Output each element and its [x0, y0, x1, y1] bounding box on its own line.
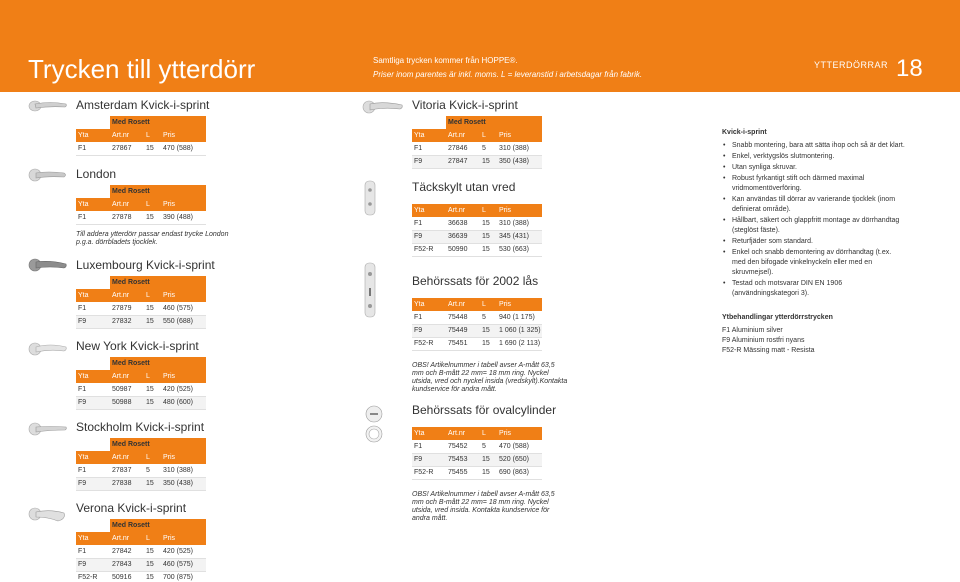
col-yta: Yta [76, 129, 110, 142]
table-cell: F1 [412, 142, 446, 155]
table-cell: 470 (588) [497, 440, 542, 453]
price-table [76, 438, 206, 491]
product-stockholm [76, 420, 206, 491]
table-cell: F52-R [412, 243, 446, 256]
table-cell: 700 (875) [161, 571, 206, 582]
product-title: Vitoria Kvick-i-sprint [412, 98, 518, 112]
table-cell: 15 [144, 142, 161, 155]
list-item: • Hållbart, säkert och glappfritt montage av dörrhandtag (steglöst fäste). [722, 216, 942, 236]
table-cell: Art.nr [446, 427, 480, 440]
table-row [412, 466, 542, 479]
table-cell: 690 (863) [497, 466, 542, 479]
table-cell: 550 (688) [161, 315, 206, 328]
table-cell: 310 (388) [497, 217, 542, 230]
table-row [76, 315, 206, 328]
table-cell: Pris [497, 129, 542, 142]
table-cell: Yta [412, 298, 446, 311]
table-cell: Art.nr [110, 289, 144, 302]
table-cell: 75448 [446, 311, 480, 324]
newyork-handle-icon [28, 340, 68, 356]
table-cell: 50916 [110, 571, 144, 582]
table-cell: 5 [480, 311, 497, 324]
table-cell: 75451 [446, 337, 480, 350]
list-item: • Utan synliga skruvar. [722, 163, 942, 173]
table-cell: F9 [412, 155, 446, 168]
section-label: YTTERDÖRRAR [814, 60, 889, 70]
table-cell: 15 [480, 243, 497, 256]
page-title: Trycken till ytterdörr [28, 54, 256, 84]
table-cell: 1 060 (1 325) [497, 324, 542, 337]
table-cell: 520 (650) [497, 453, 542, 466]
table-cell: 420 (525) [161, 545, 206, 558]
table-cell [76, 185, 110, 198]
table-cell: Yta [76, 451, 110, 464]
table-cell: 310 (388) [161, 464, 206, 477]
table-cell: Yta [76, 532, 110, 545]
table-cell: F9 [76, 315, 110, 328]
table-cell [76, 116, 110, 129]
rosett-header: Med Rosett [110, 116, 206, 129]
table-cell: 15 [144, 571, 161, 582]
london-note: Till addera ytterdörr passar endast trycke London p.g.a. dörrbladets tjocklek. [76, 231, 229, 246]
col-pris: Pris [161, 129, 206, 142]
price-table [412, 116, 542, 169]
list-item: • Kan användas till dörrar av varierande tjocklek (inom definierat område). [722, 195, 942, 215]
table-cell: 310 (388) [497, 142, 542, 155]
table-cell: 27867 [110, 142, 144, 155]
product-vitoria [412, 98, 542, 169]
oval-rosette-icon [364, 404, 384, 444]
table-cell: 15 [480, 217, 497, 230]
list-item: • Testad och motsvarar DIN EN 1906 (användningskategori 3). [722, 279, 942, 299]
table-row [76, 383, 206, 396]
table-cell: F1 [76, 383, 110, 396]
table-cell: L [144, 198, 161, 211]
stockholm-handle-icon [28, 420, 68, 436]
list-item: • Enkel, verktygslös slutmontering. [722, 152, 942, 162]
price-table [412, 298, 542, 351]
table-cell [76, 276, 110, 289]
table-row [412, 311, 542, 324]
table-cell: Yta [412, 427, 446, 440]
table-cell: 15 [144, 315, 161, 328]
product-tackskylt [412, 180, 542, 257]
table-row [412, 453, 542, 466]
table-row [76, 571, 206, 582]
table-cell: Yta [412, 129, 446, 142]
table-cell: Med Rosett [446, 116, 542, 129]
table-cell: F9 [76, 558, 110, 571]
product-title: New York Kvick-i-sprint [76, 339, 199, 353]
table-cell: 36639 [446, 230, 480, 243]
table-cell: 940 (1 175) [497, 311, 542, 324]
table-cell: F9 [412, 453, 446, 466]
table-cell: 5 [144, 464, 161, 477]
table-cell: 460 (575) [161, 302, 206, 315]
table-cell: Art.nr [446, 129, 480, 142]
table-cell: 15 [144, 211, 161, 224]
price-table [76, 519, 206, 582]
product-behorssats-oval [412, 403, 556, 480]
table-cell: 420 (525) [161, 383, 206, 396]
finishes-title: Ytbehandlingar ytterdörrstrycken [722, 314, 833, 321]
product-title: London [76, 167, 117, 181]
table-cell [76, 357, 110, 370]
table-row [412, 230, 542, 243]
behorssats-2002-note: OBS! Artikelnummer i tabell avser A-mått 63,5 mm och B-mått 22 mm= 18 mm ring. Nyckel utsida, vred och nyckel insida (vredskylt).Kontakta kundservice för andra mått. [412, 362, 568, 393]
product-title: Stockholm Kvick-i-sprint [76, 420, 205, 434]
table-cell: Art.nr [110, 198, 144, 211]
table-cell: L [144, 532, 161, 545]
features-title: Kvick-i-sprint [722, 129, 767, 136]
table-cell: 460 (575) [161, 558, 206, 571]
table-cell: Yta [76, 198, 110, 211]
table-cell: F1 [76, 545, 110, 558]
table-cell: 75449 [446, 324, 480, 337]
table-cell: Art.nr [110, 451, 144, 464]
table-cell: 480 (600) [161, 396, 206, 409]
table-cell: 50988 [110, 396, 144, 409]
table-cell: L [480, 298, 497, 311]
table-cell: 27838 [110, 477, 144, 490]
table-cell: Med Rosett [110, 276, 206, 289]
table-row [76, 545, 206, 558]
features-list [722, 141, 942, 299]
verona-handle-icon [28, 505, 68, 525]
table-cell: Yta [76, 370, 110, 383]
table-cell: Pris [161, 198, 206, 211]
table-cell: Art.nr [110, 370, 144, 383]
table-cell: 15 [144, 383, 161, 396]
table-row [76, 302, 206, 315]
table-cell: 15 [480, 466, 497, 479]
list-item: • Robust fyrkantigt stift och därmed maximal vridmomentöverföring. [722, 174, 942, 194]
table-row [76, 477, 206, 490]
product-title: Verona Kvick-i-sprint [76, 501, 187, 515]
table-cell: 27879 [110, 302, 144, 315]
table-cell: Pris [161, 370, 206, 383]
table-cell: Pris [161, 532, 206, 545]
table-cell: F1 [76, 464, 110, 477]
table-cell: 27837 [110, 464, 144, 477]
table-cell: L [480, 129, 497, 142]
product-newyork [76, 339, 206, 410]
table-cell: Yta [76, 289, 110, 302]
price-table [76, 276, 206, 329]
list-item: • Snabb montering, bara att sätta ihop och så är det klart. [722, 141, 942, 151]
table-cell: F1 [76, 302, 110, 315]
table-row [76, 396, 206, 409]
table-cell: 15 [144, 396, 161, 409]
table-cell: 50990 [446, 243, 480, 256]
security-set-icon [364, 262, 376, 318]
table-cell: 350 (438) [161, 477, 206, 490]
table-cell: F9 [76, 396, 110, 409]
product-title: Behörssats för ovalcylinder [412, 403, 557, 417]
price-table [76, 116, 206, 156]
table-cell: 15 [144, 477, 161, 490]
table-cell [412, 116, 446, 129]
price-table [412, 204, 542, 257]
table-cell: 15 [480, 337, 497, 350]
product-luxembourg [76, 258, 215, 329]
table-row [412, 440, 542, 453]
supplier-note: Samtliga trycken kommer från HOPPE®. [373, 56, 518, 65]
table-row [76, 211, 206, 224]
table-cell [76, 438, 110, 451]
price-note: Priser inom parentes är inkl. moms. L = leveranstid i arbetsdagar från fabrik. [373, 70, 643, 79]
table-row [412, 324, 542, 337]
finish-item: F1 Aluminium silver [722, 327, 783, 334]
cover-plate-icon [364, 180, 376, 216]
table-cell: Art.nr [110, 532, 144, 545]
luxembourg-handle-icon [28, 256, 68, 272]
table-cell: Pris [161, 451, 206, 464]
header-info [373, 54, 642, 82]
col-artnr: Art.nr [110, 129, 144, 142]
london-handle-icon [28, 166, 68, 182]
table-cell: Pris [497, 427, 542, 440]
table-cell [76, 519, 110, 532]
table-cell: 5 [480, 142, 497, 155]
table-cell: 27842 [110, 545, 144, 558]
table-cell: 75455 [446, 466, 480, 479]
table-cell: 345 (431) [497, 230, 542, 243]
table-cell: 27846 [446, 142, 480, 155]
table-row [412, 155, 542, 168]
finish-item: F9 Aluminium rostfri nyans [722, 337, 805, 344]
price-table [76, 185, 206, 225]
table-cell: 15 [480, 155, 497, 168]
product-title: Behörssats för 2002 lås [412, 274, 539, 288]
table-cell: Med Rosett [110, 438, 206, 451]
amsterdam-handle-icon [28, 98, 68, 112]
table-row [76, 142, 206, 155]
table-cell: 350 (438) [497, 155, 542, 168]
table-cell: 27847 [446, 155, 480, 168]
table-row [412, 217, 542, 230]
table-cell: Art.nr [446, 298, 480, 311]
table-cell: 15 [480, 453, 497, 466]
table-cell: 75453 [446, 453, 480, 466]
price-table [76, 357, 206, 410]
page-number: 18 [896, 55, 923, 82]
table-cell: 75452 [446, 440, 480, 453]
table-cell: F9 [412, 324, 446, 337]
product-title: Amsterdam Kvick-i-sprint [76, 98, 210, 112]
table-cell: Pris [497, 204, 542, 217]
table-cell: 15 [480, 230, 497, 243]
table-cell: 36638 [446, 217, 480, 230]
table-cell: Med Rosett [110, 519, 206, 532]
table-cell: 390 (488) [161, 211, 206, 224]
table-cell: 5 [480, 440, 497, 453]
table-cell: 15 [144, 302, 161, 315]
list-item: • Enkel och snabb demontering av dörrhandtag (t.ex. med den bifogade vinkelnyckeln eller med en skruvmejsel). [722, 248, 942, 278]
table-cell: F1 [412, 217, 446, 230]
table-cell: F52-R [412, 466, 446, 479]
vitoria-handle-icon [362, 98, 404, 114]
table-cell: 27843 [110, 558, 144, 571]
product-amsterdam [76, 98, 209, 156]
price-table [412, 427, 542, 480]
table-cell: L [144, 370, 161, 383]
table-cell: F9 [412, 230, 446, 243]
table-cell: 15 [144, 545, 161, 558]
table-cell: F52-R [76, 571, 110, 582]
table-cell: L [480, 204, 497, 217]
table-cell: 15 [144, 558, 161, 571]
table-row [412, 243, 542, 256]
table-cell: F1 [412, 440, 446, 453]
table-cell: F9 [76, 477, 110, 490]
table-cell: 1 690 (2 113) [497, 337, 542, 350]
table-cell: 15 [480, 324, 497, 337]
page-header [0, 0, 960, 92]
col-l: L [144, 129, 161, 142]
table-cell: Yta [412, 204, 446, 217]
table-cell: Art.nr [446, 204, 480, 217]
table-cell: 27832 [110, 315, 144, 328]
table-cell: L [480, 427, 497, 440]
table-cell: F52-R [412, 337, 446, 350]
product-verona [76, 501, 206, 582]
table-cell: L [144, 289, 161, 302]
table-cell: 470 (588) [161, 142, 206, 155]
table-cell: Pris [161, 289, 206, 302]
table-row [412, 142, 542, 155]
product-london [76, 167, 206, 225]
table-cell: Pris [497, 298, 542, 311]
behorssats-oval-note: OBS! Artikelnummer i tabell avser A-mått 63,5 mm och B-mått 22 mm= 18 mm ring. Nyckel utsida, vred insida. Kontakta kundservice för andra mått. [412, 491, 555, 522]
kvick-i-sprint-features [722, 128, 942, 356]
finish-item: F52-R Mässing matt - Resista [722, 347, 815, 354]
product-title: Luxembourg Kvick-i-sprint [76, 258, 215, 272]
table-cell: F1 [76, 142, 110, 155]
table-cell: F1 [76, 211, 110, 224]
table-cell: F1 [412, 311, 446, 324]
product-title: Täckskylt utan vred [412, 180, 516, 194]
table-row [76, 558, 206, 571]
table-cell: 50987 [110, 383, 144, 396]
product-behorssats-2002 [412, 274, 542, 351]
rosett-header: Med Rosett [110, 185, 206, 198]
table-row [412, 337, 542, 350]
table-cell: 27878 [110, 211, 144, 224]
table-cell: L [144, 451, 161, 464]
table-cell: Med Rosett [110, 357, 206, 370]
table-cell: 530 (663) [497, 243, 542, 256]
list-item: • Returfjäder som standard. [722, 237, 942, 247]
table-row [76, 464, 206, 477]
